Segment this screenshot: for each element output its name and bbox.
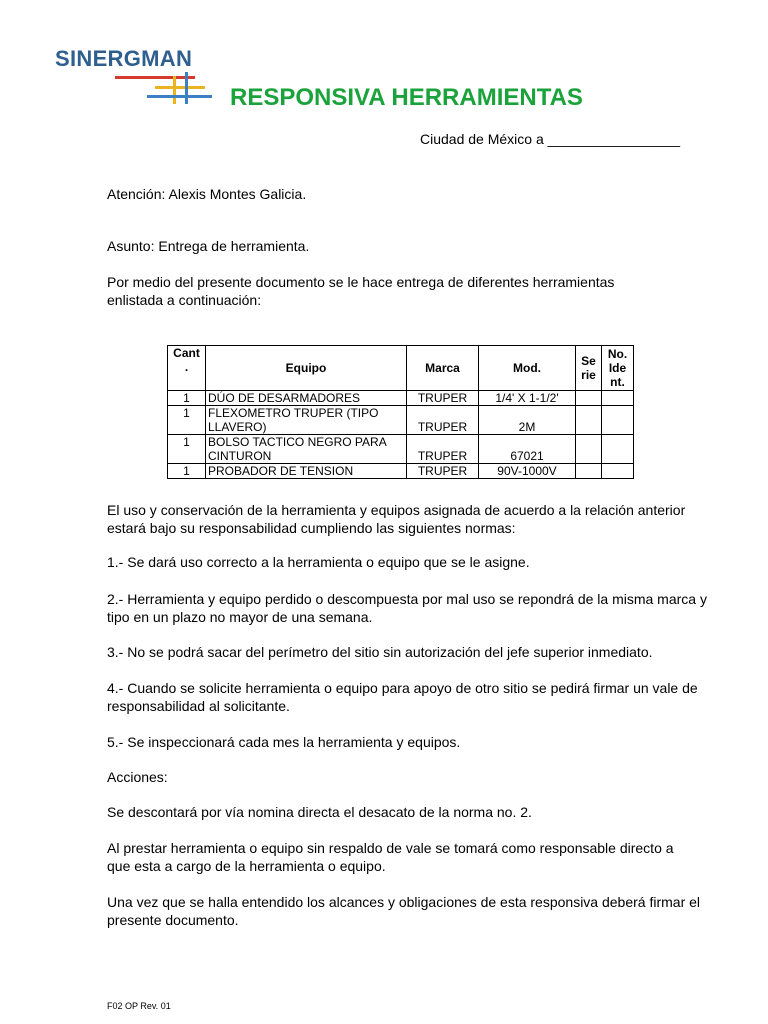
header-mod: Mod.	[479, 346, 576, 391]
cell-equipo: FLEXOMETRO TRUPER (TIPO LLAVERO)	[206, 406, 407, 435]
logo-line-blue-h	[147, 95, 212, 98]
cell-serie	[576, 435, 602, 464]
cell-cant: 1	[168, 435, 206, 464]
rule-5: 5.- Se inspeccionará cada mes la herramienta y equipos.	[107, 734, 461, 750]
table-row	[168, 464, 634, 479]
attention-line: Atención: Alexis Montes Galicia.	[107, 186, 307, 202]
cell-marca: TRUPER	[407, 406, 479, 435]
rule-3: 3.- No se podrá sacar del perímetro del sitio sin autorización del jefe superior inmediato.	[107, 644, 653, 660]
table-row	[168, 435, 634, 464]
city-date-line: Ciudad de México a _________________	[420, 131, 680, 147]
cell-mod: 2M	[479, 406, 576, 435]
table-header-row	[168, 346, 634, 391]
tools-table	[167, 345, 634, 479]
action-2: Al prestar herramienta o equipo sin respaldo de vale se tomará como responsable directo a que esta a cargo de la herramienta o equipo.	[107, 840, 674, 874]
logo-line-yellow-h	[155, 86, 205, 89]
actions-heading: Acciones:	[107, 769, 168, 785]
rule-2: 2.- Herramienta y equipo perdido o descompuesta por mal uso se repondrá de la misma marca y tipo en un plazo no mayor de una semana.	[107, 591, 707, 625]
cell-serie	[576, 406, 602, 435]
company-logo	[55, 42, 220, 112]
action-1: Se descontará por vía nomina directa el desacato de la norma no. 2.	[107, 804, 532, 820]
rule-1: 1.- Se dará uso correcto a la herramienta o equipo que se le asigne.	[107, 554, 530, 570]
logo-text: SINERGMAN	[55, 46, 193, 71]
logo-line-yellow-v	[173, 76, 176, 104]
header-cant: Cant .	[168, 346, 206, 391]
subject-line: Asunto: Entrega de herramienta.	[107, 238, 310, 254]
cell-equipo: DÚO DE DESARMADORES	[206, 391, 407, 406]
logo-line-blue-v	[185, 72, 188, 104]
cell-marca: TRUPER	[407, 435, 479, 464]
cell-cant: 1	[168, 391, 206, 406]
cell-no-id	[602, 464, 634, 479]
cell-marca: TRUPER	[407, 391, 479, 406]
header-no-id: No. Ide nt.	[602, 346, 634, 391]
cell-serie	[576, 391, 602, 406]
table-row	[168, 391, 634, 406]
table-row	[168, 406, 634, 435]
footer-code: F02 OP Rev. 01	[107, 1001, 171, 1011]
cell-mod: 90V-1000V	[479, 464, 576, 479]
cell-cant: 1	[168, 406, 206, 435]
header-equipo: Equipo	[206, 346, 407, 391]
cell-mod: 1/4' X 1-1/2'	[479, 391, 576, 406]
rule-4: 4.- Cuando se solicite herramienta o equipo para apoyo de otro sitio se pedirá firmar un vale de responsabilidad al solicitante.	[107, 680, 698, 714]
cell-no-id	[602, 391, 634, 406]
usage-paragraph: El uso y conservación de la herramienta y equipos asignada de acuerdo a la relación anterior estará bajo su responsabilidad cumpliendo las siguientes normas:	[107, 502, 686, 536]
closing-paragraph: Una vez que se halla entendido los alcances y obligaciones de esta responsiva deberá firmar el presente documento.	[107, 894, 701, 928]
cell-serie	[576, 464, 602, 479]
header-serie: Se rie	[576, 346, 602, 391]
logo-line-red	[115, 76, 195, 79]
cell-mod: 67021	[479, 435, 576, 464]
cell-cant: 1	[168, 464, 206, 479]
cell-equipo: BOLSO TACTICO NEGRO PARA CINTURON	[206, 435, 407, 464]
cell-marca: TRUPER	[407, 464, 479, 479]
cell-equipo: PROBADOR DE TENSION	[206, 464, 407, 479]
cell-no-id	[602, 435, 634, 464]
cell-no-id	[602, 406, 634, 435]
header-marca: Marca	[407, 346, 479, 391]
intro-paragraph: Por medio del presente documento se le hace entrega de diferentes herramientas enlistada a continuación:	[107, 274, 615, 308]
document-title: RESPONSIVA HERRAMIENTAS	[230, 84, 583, 111]
